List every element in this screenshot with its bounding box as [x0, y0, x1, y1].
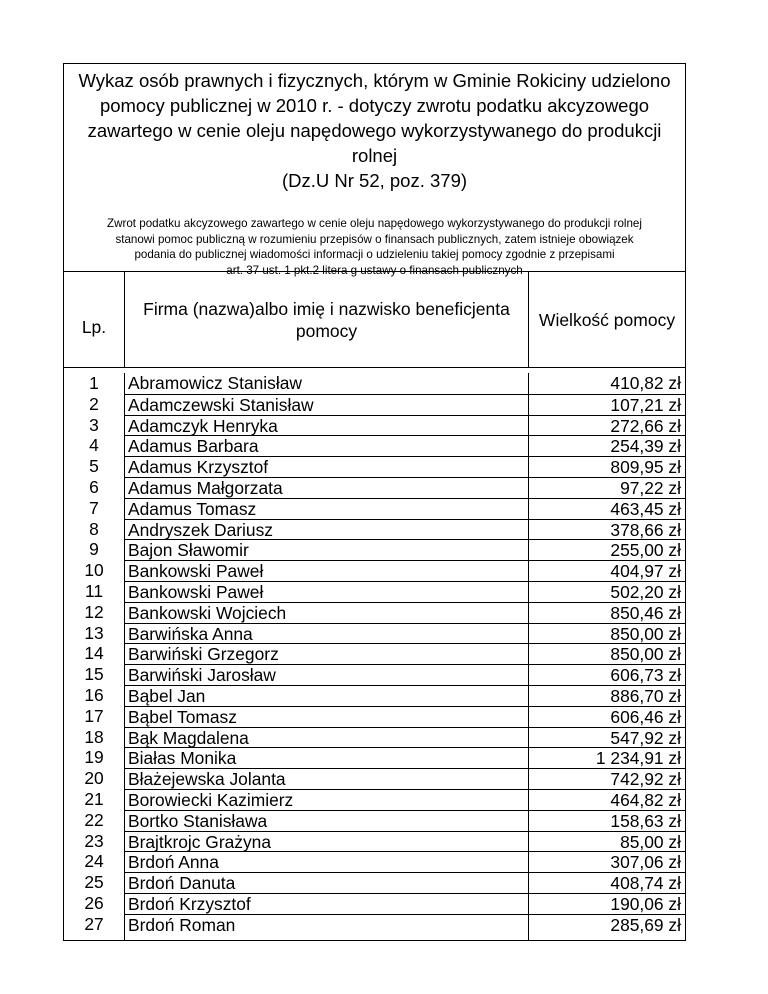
row-beneficiary-name: Barwiński Grzegorz — [125, 643, 529, 664]
title-line: Wykaz osób prawnych i fizycznych, którym w Gminie Rokiciny udzielono — [78, 70, 671, 91]
row-lp: 9 — [64, 539, 125, 560]
row-beneficiary-name: Białas Monika — [125, 747, 529, 768]
row-lp: 17 — [64, 706, 125, 727]
row-lp: 2 — [64, 394, 125, 415]
table-row — [64, 643, 685, 664]
row-lp: 7 — [64, 498, 125, 519]
table-row — [64, 664, 685, 685]
row-beneficiary-name: Abramowicz Stanisław — [125, 373, 529, 394]
row-aid-amount: 307,06 zł — [529, 851, 685, 872]
row-beneficiary-name: Bąbel Tomasz — [125, 706, 529, 727]
note-line: stanowi pomoc publiczną w rozumieniu przepisów o finansach publicznych, zatem istnieje obowiązek — [115, 232, 634, 246]
row-lp: 13 — [64, 623, 125, 644]
note-line: Zwrot podatku akcyzowego zawartego w cenie oleju napędowego wykorzystywanego do produkcji rolnej — [107, 217, 642, 230]
row-aid-amount: 107,21 zł — [529, 394, 685, 415]
document-sheet — [63, 63, 686, 941]
table-row — [64, 872, 685, 893]
table-row — [64, 768, 685, 789]
row-beneficiary-name: Adamczyk Henryka — [125, 415, 529, 436]
header-amount: Wielkość pomocy — [538, 309, 676, 330]
row-lp: 19 — [64, 747, 125, 768]
table-row — [64, 685, 685, 706]
row-beneficiary-name: Adamczewski Stanisław — [125, 394, 529, 415]
row-beneficiary-name: Borowiecki Kazimierz — [125, 789, 529, 810]
row-lp: 5 — [64, 456, 125, 477]
row-beneficiary-name: Adamus Krzysztof — [125, 456, 529, 477]
row-aid-amount: 97,22 zł — [529, 477, 685, 498]
table-row — [64, 789, 685, 810]
row-aid-amount: 886,70 zł — [529, 685, 685, 706]
table-row — [64, 477, 685, 498]
row-beneficiary-name: Bankowski Wojciech — [125, 602, 529, 623]
row-aid-amount: 255,00 zł — [529, 539, 685, 560]
header-name: Firma (nazwa)albo imię i nazwisko beneficjenta pomocy — [125, 272, 529, 367]
row-lp: 10 — [64, 560, 125, 581]
title-line: zawartego w cenie oleju napędowego wykorzystywanego do produkcji rolnej — [87, 120, 662, 166]
row-aid-amount: 285,69 zł — [529, 914, 685, 935]
row-lp: 23 — [64, 831, 125, 852]
table-row — [64, 602, 685, 623]
row-beneficiary-name: Adamus Małgorzata — [125, 477, 529, 498]
row-beneficiary-name: Brdoń Roman — [125, 914, 529, 935]
row-beneficiary-name: Błażejewska Jolanta — [125, 768, 529, 789]
table-header — [64, 272, 685, 368]
table-row — [64, 560, 685, 581]
table-row — [64, 747, 685, 768]
row-beneficiary-name: Bąbel Jan — [125, 685, 529, 706]
row-lp: 24 — [64, 851, 125, 872]
row-aid-amount: 1 234,91 zł — [529, 747, 685, 768]
row-aid-amount: 742,92 zł — [529, 768, 685, 789]
row-aid-amount: 190,06 zł — [529, 893, 685, 914]
row-aid-amount: 408,74 zł — [529, 872, 685, 893]
row-beneficiary-name: Brdoń Krzysztof — [125, 893, 529, 914]
table-row — [64, 456, 685, 477]
row-beneficiary-name: Bajon Sławomir — [125, 539, 529, 560]
row-lp: 26 — [64, 893, 125, 914]
row-aid-amount: 502,20 zł — [529, 581, 685, 602]
row-lp: 3 — [64, 415, 125, 436]
row-aid-amount: 464,82 zł — [529, 789, 685, 810]
header-lp: Lp. — [64, 272, 125, 367]
title-line: pomocy publicznej w 2010 r. - dotyczy zwrotu podatku akcyzowego — [99, 95, 650, 116]
table-row — [64, 851, 685, 872]
row-lp: 12 — [64, 602, 125, 623]
row-lp: 15 — [64, 664, 125, 685]
table-bottom-spacer — [64, 935, 685, 940]
row-beneficiary-name: Bąk Magdalena — [125, 727, 529, 748]
row-beneficiary-name: Brdoń Danuta — [125, 872, 529, 893]
title-box — [64, 64, 685, 277]
row-aid-amount: 410,82 zł — [610, 373, 681, 393]
row-aid-amount: 272,66 zł — [529, 415, 685, 436]
row-beneficiary-name: Bankowski Paweł — [125, 560, 529, 581]
table-row — [64, 498, 685, 519]
row-beneficiary-name: Brdoń Anna — [125, 851, 529, 872]
row-beneficiary-name: Adamus Tomasz — [125, 498, 529, 519]
row-lp: 27 — [64, 914, 125, 935]
row-lp: 14 — [64, 643, 125, 664]
legal-note — [76, 216, 673, 278]
table-row — [64, 539, 685, 560]
row-aid-amount: 850,00 zł — [529, 623, 685, 644]
table-row — [64, 810, 685, 831]
row-aid-amount: 158,63 zł — [529, 810, 685, 831]
table-row — [64, 623, 685, 644]
row-beneficiary-name: Barwiński Jarosław — [125, 664, 529, 685]
row-aid-amount: 809,95 zł — [529, 456, 685, 477]
row-aid-amount: 606,46 zł — [529, 706, 685, 727]
row-lp: 18 — [64, 727, 125, 748]
row-lp: 11 — [64, 581, 125, 602]
row-aid-amount: 85,00 zł — [529, 831, 685, 852]
table-row — [64, 831, 685, 852]
row-aid-amount: 463,45 zł — [529, 498, 685, 519]
note-line: art. 37 ust. 1 pkt.2 litera g ustawy o finansach publicznych — [226, 263, 523, 277]
row-beneficiary-name: Bankowski Paweł — [125, 581, 529, 602]
row-aid-amount: 547,92 zł — [529, 727, 685, 748]
page-title — [68, 64, 681, 193]
row-aid-amount: 606,73 zł — [529, 664, 685, 685]
table-row — [64, 373, 685, 394]
table-row — [64, 435, 685, 456]
table-row — [64, 893, 685, 914]
row-lp: 20 — [64, 768, 125, 789]
row-lp: 22 — [64, 810, 125, 831]
row-beneficiary-name: Andryszek Dariusz — [125, 519, 529, 540]
row-lp: 16 — [64, 685, 125, 706]
row-lp: 4 — [64, 435, 125, 456]
table-body — [64, 373, 685, 935]
row-aid-amount: 850,46 zł — [529, 602, 685, 623]
note-line: podania do publicznej wiadomości informacji o udzieleniu takiej pomocy zgodnie z przepisami — [134, 248, 615, 262]
row-aid-amount: 254,39 zł — [529, 435, 685, 456]
row-aid-amount: 404,97 zł — [529, 560, 685, 581]
table-row — [64, 394, 685, 415]
row-lp: 25 — [64, 872, 125, 893]
row-aid-amount: 378,66 zł — [529, 519, 685, 540]
table-row — [64, 727, 685, 748]
row-aid-amount: 850,00 zł — [529, 643, 685, 664]
row-lp: 21 — [64, 789, 125, 810]
table-row — [64, 914, 685, 935]
row-beneficiary-name: Adamus Barbara — [125, 435, 529, 456]
table-row — [64, 415, 685, 436]
table-row — [64, 519, 685, 540]
row-beneficiary-name: Barwińska Anna — [125, 623, 529, 644]
row-lp: 6 — [64, 477, 125, 498]
row-beneficiary-name: Bortko Stanisława — [125, 810, 529, 831]
table-row — [64, 581, 685, 602]
row-lp: 8 — [64, 519, 125, 540]
table-row — [64, 706, 685, 727]
row-lp: 1 — [64, 373, 125, 394]
row-beneficiary-name: Brajtkrojc Grażyna — [125, 831, 529, 852]
title-line: (Dz.U Nr 52, poz. 379) — [281, 170, 468, 191]
